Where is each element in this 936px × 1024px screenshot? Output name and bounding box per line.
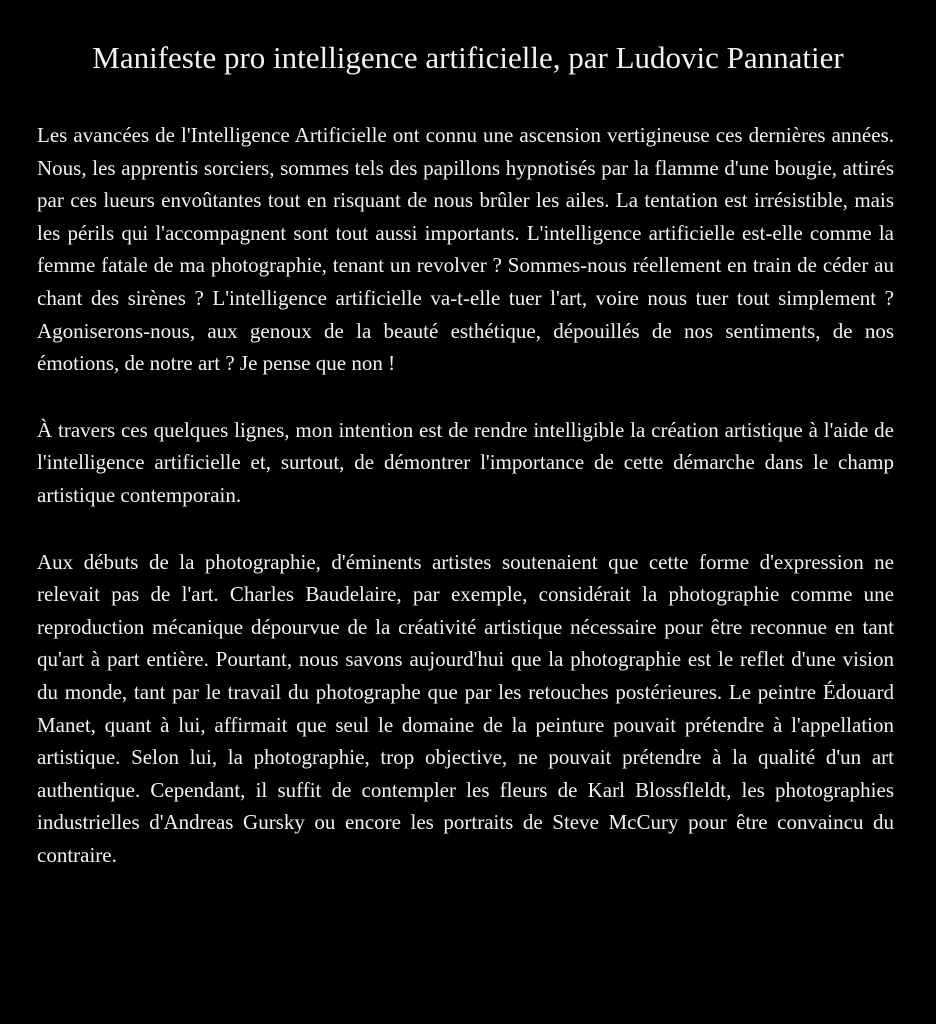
paragraph-intention: À travers ces quelques lignes, mon intention est de rendre intelligible la création artistique à l'aide de l'intelligence artificielle et, surtout, de démontrer l'importance de cette démarche dans le champ artistique contemporain. (37, 417, 894, 507)
document-body (37, 119, 894, 905)
document-title: Manifeste pro intelligence artificielle, par Ludovic Pannatier (92, 40, 844, 75)
paragraph-photography-history: Aux débuts de la photographie, d'éminents artistes soutenaient que cette forme d'expression ne relevait pas de l'art. Charles Baudelaire, par exemple, considérait la photographie comme une reproduction mécanique dépourvue de la créativité artistique nécessaire pour être reconnue en tant qu'art à part entière. Pourtant, nous savons aujourd'hui que la photographie est le reflet d'une vision du monde, tant par le travail du photographe que par les retouches postérieures. Le peintre Édouard Manet, quant à lui, affirmait que seul le domaine de la peinture pouvait prétendre à l'appellation artistique. Selon lui, la photographie, trop objective, ne pouvait prétendre à la qualité d'un art authentique. Cependant, il suffit de contempler les fleurs de Karl Blossfleldt, les photographies industrielles d'Andreas Gursky ou encore les portraits de Steve McCury pour être convaincu du contraire. (37, 549, 894, 867)
paragraph-intro: Les avancées de l'Intelligence Artificielle ont connu une ascension vertigineuse ces dernières années. Nous, les apprentis sorciers, sommes tels des papillons hypnotisés par la flamme d'une bougie, attirés par ces lueurs envoûtantes tout en risquant de nous brûler les ailes. La tentation est irrésistible, mais les périls qui l'accompagnent sont tout aussi importants. L'intelligence artificielle est-elle comme la femme fatale de ma photographie, tenant un revolver ? Sommes-nous réellement en train de céder au chant des sirènes ? L'intelligence artificielle va-t-elle tuer l'art, voire nous tuer tout simplement ? Agoniserons-nous, aux genoux de la beauté esthétique, dépouillés de nos sentiments, de nos émotions, de notre art ? Je pense que non ! (37, 123, 894, 376)
